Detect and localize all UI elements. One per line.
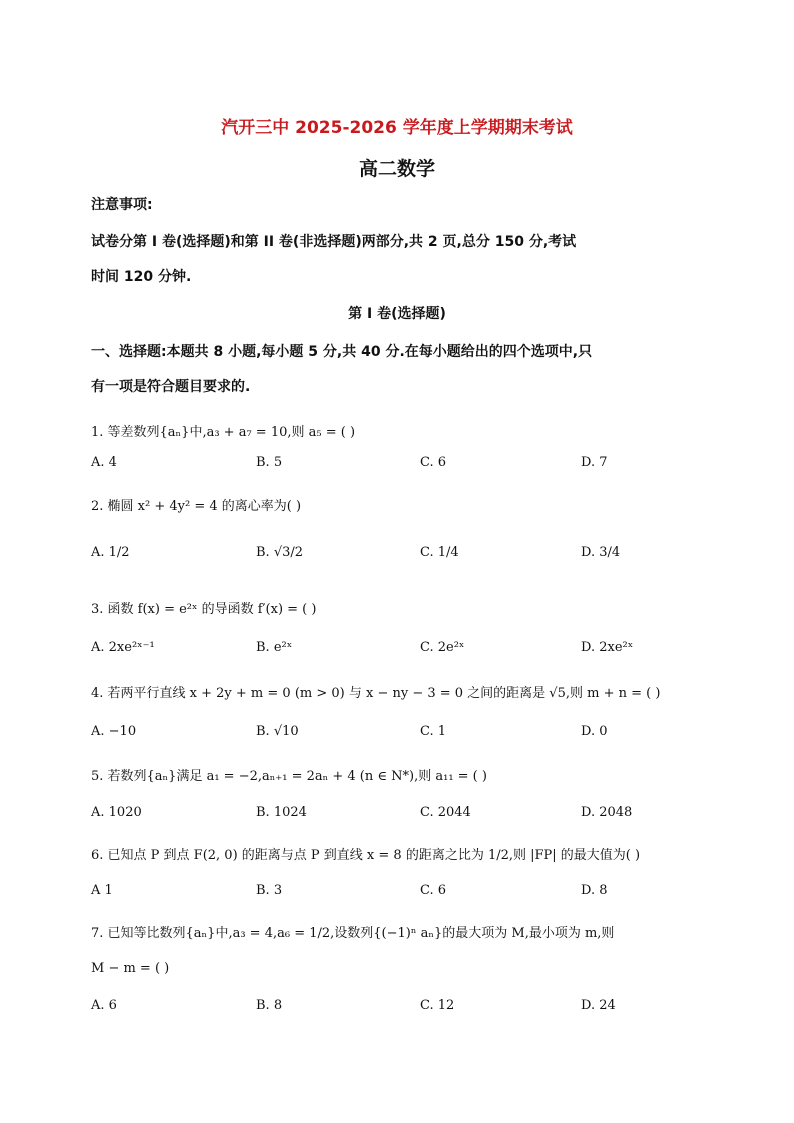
question-2-option-c: C. 1/4 bbox=[420, 545, 459, 560]
question-3-stem: 3. 函数 f(x) = e²ˣ 的导函数 f′(x) = ( ) bbox=[91, 602, 317, 617]
notes-line-1: 试卷分第 I 卷(选择题)和第 II 卷(非选择题)两部分,共 2 页,总分 150 分,考试 bbox=[91, 234, 577, 250]
question-2-option-d: D. 3/4 bbox=[581, 545, 621, 560]
question-2-option-b: B. √3/2 bbox=[256, 545, 304, 560]
question-5-option-c: C. 2044 bbox=[420, 805, 471, 820]
question-4-option-a: A. −10 bbox=[91, 724, 137, 739]
question-7-option-a: A. 6 bbox=[91, 998, 117, 1013]
question-1-option-b: B. 5 bbox=[256, 455, 283, 470]
question-6-option-b: B. 3 bbox=[256, 883, 283, 898]
question-2-option-a: A. 1/2 bbox=[91, 545, 130, 560]
question-5-option-a: A. 1020 bbox=[91, 805, 142, 820]
question-2-stem: 2. 椭圆 x² + 4y² = 4 的离心率为( ) bbox=[91, 499, 302, 514]
question-6-option-c: C. 6 bbox=[420, 883, 447, 898]
question-7-option-b: B. 8 bbox=[256, 998, 283, 1013]
question-4-option-b: B. √10 bbox=[256, 724, 299, 739]
part1-instruction-2: 有一项是符合题目要求的. bbox=[91, 379, 251, 395]
exam-title: 汽开三中 2025-2026 学年度上学期期末考试 bbox=[221, 118, 573, 138]
question-7-option-c: C. 12 bbox=[420, 998, 455, 1013]
question-3-option-c: C. 2e²ˣ bbox=[420, 640, 465, 655]
part1-instruction-1: 一、选择题:本题共 8 小题,每小题 5 分,共 40 分.在每小题给出的四个选项中,只 bbox=[91, 344, 593, 360]
question-6-option-d: D. 8 bbox=[581, 883, 608, 898]
question-3-option-b: B. e²ˣ bbox=[256, 640, 293, 655]
question-7-stem-continued: M − m = ( ) bbox=[91, 961, 170, 976]
question-4-stem: 4. 若两平行直线 x + 2y + m = 0 (m > 0) 与 x − ny − 3 = 0 之间的距离是 √5,则 m + n = ( ) bbox=[91, 686, 661, 701]
question-5-option-b: B. 1024 bbox=[256, 805, 307, 820]
notes-line-2: 时间 120 分钟. bbox=[91, 269, 192, 285]
question-1-stem: 1. 等差数列{aₙ}中,a₃ + a₇ = 10,则 a₅ = ( ) bbox=[91, 425, 356, 440]
part1-heading: 第 I 卷(选择题) bbox=[348, 306, 446, 322]
question-1-option-d: D. 7 bbox=[581, 455, 608, 470]
question-7-option-d: D. 24 bbox=[581, 998, 616, 1013]
question-1-option-a: A. 4 bbox=[91, 455, 117, 470]
question-3-option-a: A. 2xe²ˣ⁻¹ bbox=[91, 640, 155, 655]
question-1-option-c: C. 6 bbox=[420, 455, 447, 470]
question-4-option-d: D. 0 bbox=[581, 724, 608, 739]
question-6-stem: 6. 已知点 P 到点 F(2, 0) 的距离与点 P 到直线 x = 8 的距离之比为 1/2,则 |FP| 的最大值为( ) bbox=[91, 848, 641, 863]
exam-subject: 高二数学 bbox=[358, 158, 435, 180]
question-6-option-a: A 1 bbox=[91, 883, 113, 898]
question-5-option-d: D. 2048 bbox=[581, 805, 633, 820]
question-4-option-c: C. 1 bbox=[420, 724, 447, 739]
question-5-stem: 5. 若数列{aₙ}满足 a₁ = −2,aₙ₊₁ = 2aₙ + 4 (n ∈ N*),则 a₁₁ = ( ) bbox=[91, 769, 487, 784]
question-7-stem: 7. 已知等比数列{aₙ}中,a₃ = 4,a₆ = 1/2,设数列{(−1)ⁿ aₙ}的最大项为 M,最小项为 m,则 bbox=[91, 926, 615, 941]
notes-heading: 注意事项: bbox=[91, 197, 153, 213]
question-3-option-d: D. 2xe²ˣ bbox=[581, 640, 634, 655]
